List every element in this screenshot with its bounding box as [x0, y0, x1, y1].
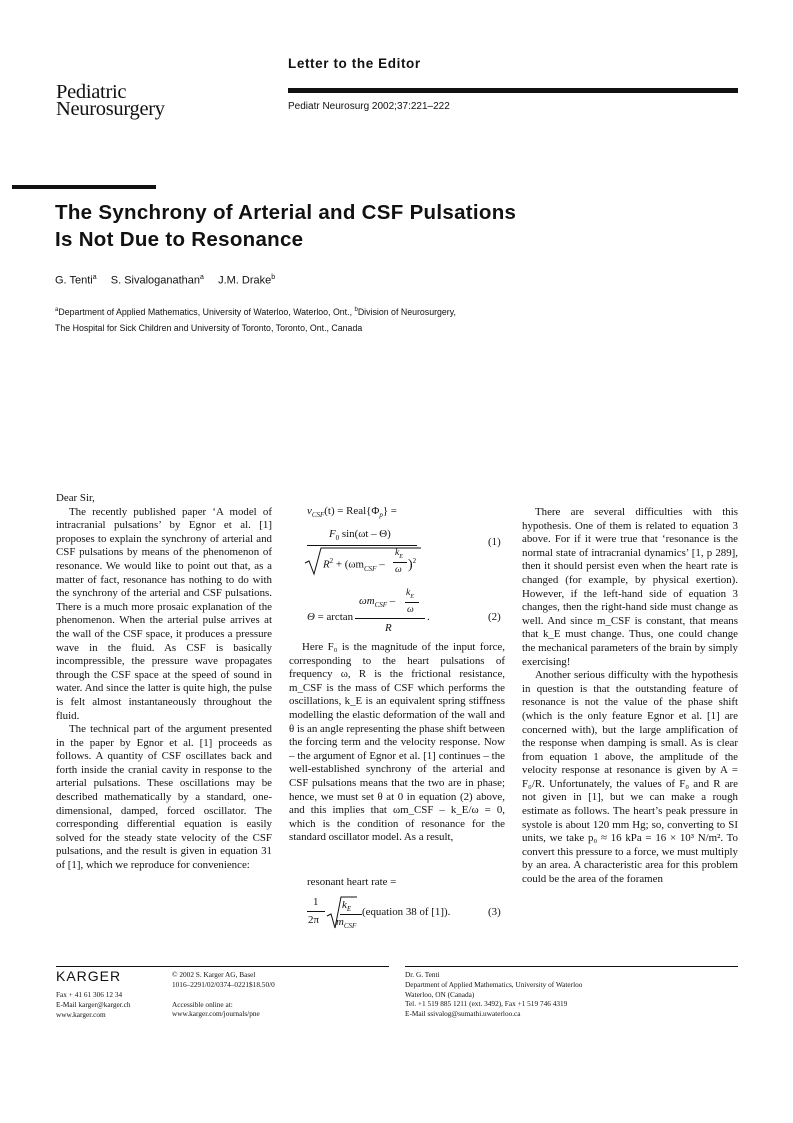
author-name: G. Tenti	[55, 274, 93, 287]
eq-text: + (ωm	[333, 558, 365, 571]
eq1-close	[408, 555, 416, 572]
journal-logo	[56, 81, 165, 120]
eq2-numerator	[359, 595, 395, 612]
eq-text: (t) = Real{Φ	[324, 505, 380, 517]
eq-sub: E	[410, 593, 414, 600]
eq-sub: p	[379, 511, 383, 520]
eq-symbol: F	[329, 528, 336, 540]
eq-sub: CSF	[374, 601, 388, 610]
equation-number: (3)	[488, 906, 501, 918]
contact-name: Dr. G. Tenti	[405, 970, 440, 979]
paragraph	[289, 641, 505, 845]
eq-symbol: R	[323, 558, 330, 571]
author-sup: a	[200, 274, 204, 281]
paragraph: The technical part of the argument presented in the paper by Egnor et al. [1] proceeds as follows. A quantity of CSF oscillates back and forth inside the cranial cavity in response to the arterial pulsations. These oscillations may be described mathematically by a standard, one-dimensional, damped, forced oscillator. The corresponding differential equation is easily solved for the steady state velocity of the CSF pulsations, and the result is given in equation 31 of [1], which we reproduce for convenience:	[56, 723, 272, 872]
eq2-inner-bar	[405, 602, 419, 603]
eq1-fraction-bar	[307, 545, 417, 546]
aff-a: Department of Applied Mathematics, University of Waterloo, Waterloo, Ont.,	[58, 306, 355, 317]
footer-rule-right	[405, 966, 738, 967]
eq-sub: 0	[335, 534, 340, 543]
equation-vcsf	[307, 505, 397, 522]
copyright: © 2002 S. Karger AG, Basel	[172, 970, 256, 979]
paragraph: There are several difficulties with this hypothesis. One of them is related to equation 3 above. For if it were true that ‘resonance is the normal state of intracranial dynamics’ [1, p 289], then it should persist even when the heart rate is changed (for example, by physical exertion). However, if the left-hand side of equation 3 changes, then the right-hand side must change as well. And since m_CSF is constant, that means that k_E must change. Thus, one could change the mechanical parameters of the brain by simply exercising!	[522, 506, 738, 668]
eq1-inner-den	[395, 564, 402, 577]
header-rule	[288, 88, 738, 93]
eq2-denominator	[385, 622, 392, 635]
affiliations	[55, 302, 456, 336]
eq2-top-frac-den	[407, 604, 414, 617]
eq-symbol: k	[395, 548, 400, 558]
publisher-logo: KARGER	[56, 968, 122, 984]
eq2-lhs: Θ = arctan	[307, 611, 354, 623]
article-title	[55, 199, 516, 253]
issn: 1016–2291/02/0374–0221$18.50/0	[172, 979, 275, 989]
eq3-inner-bar	[340, 914, 362, 915]
eq1-inner-bar	[393, 562, 407, 563]
correspondence-block	[405, 970, 582, 1019]
paragraph: Another serious difficulty with the hypothesis in question is that the outstanding feature of resonance is not the value of the phase shift (which is the only feature Egnor et al. [1] are concerned with), but the large amplification of the response when damping is small. As is clear from equation 1 above, the amplitude of the velocity response at resonance is given by A = F₀/R. Unfortunately, the values of F₀ and R are not given in [1], but we can make a rough estimate as follows. The heart’s peak pressure in systole is about 120 mm Hg; so, converting to SI units, we take p₀ ≈ 16 kPa = 16 × 10³ N/m². To convert this pressure to a force, we must multiply by an area. A characteristic area for this problem could be the area of the foramen	[522, 669, 738, 886]
contact-email: E-Mail ssivalog@sumathi.uwaterloo.ca	[405, 1009, 521, 1019]
paragraph: The recently published paper ‘A model of intracranial pulsations’ by Egnor et al. [1] proposes to explain the synchrony of arterial and CSF pulsations by means of the phenomenon of resonance. We would like to point out that, as a matter of fact, resonance has nothing to do with the synchrony of the arterial and CSF pulsations. There is a much more prosaic explanation of the phenomenon. When the arterial pulse arrives at the wall of the CSF space, it produces a pressure wave in the fluid. As CSF is basically incompressible, the pressure wave propagates through the CSF space at the speed of sound in water. And since the latter is quite high, the pulse is felt almost instantaneously throughout the fluid.	[56, 505, 272, 722]
affiliation-line1	[55, 302, 456, 320]
equation-number: (2)	[488, 611, 501, 623]
eq-text: } =	[382, 505, 397, 517]
eq-symbol: k	[342, 899, 347, 911]
eq3-bar	[307, 911, 325, 912]
journal-logo-line1: Pediatric	[56, 81, 127, 103]
eq1-denominator	[323, 555, 385, 576]
eq3-ref: (equation 38 of [1]).	[362, 906, 451, 918]
publisher-contact	[56, 990, 131, 1019]
author-list	[55, 274, 275, 287]
author-sup: a	[92, 274, 97, 281]
eq-sub: CSF	[343, 922, 357, 931]
eq-symbol: ω	[407, 605, 414, 615]
eq-sup: 2	[329, 557, 334, 565]
eq-sub: CSF	[311, 511, 325, 520]
eq-symbol: k	[406, 588, 411, 598]
online-url: www.karger.com/journals/pne	[172, 1009, 260, 1019]
eq-text: –	[387, 595, 396, 607]
aff-sup: a	[55, 307, 59, 313]
aff-sup: b	[354, 307, 358, 313]
title-rule	[12, 185, 156, 189]
eq2-end: .	[427, 611, 430, 623]
article-title-line1: The Synchrony of Arterial and CSF Pulsations	[55, 201, 517, 224]
copyright-block	[172, 970, 275, 1019]
eq3-text: resonant heart rate =	[307, 876, 397, 888]
column-3	[522, 506, 738, 887]
journal-citation: Pediatr Neurosurg 2002;37:221–222	[288, 101, 450, 112]
eq2-fraction-bar	[355, 618, 425, 619]
column-1	[56, 492, 272, 873]
eq-symbol: ω	[395, 565, 402, 575]
eq-symbol: m	[336, 916, 344, 928]
eq-text: )	[408, 557, 413, 573]
affiliation-line2: The Hospital for Sick Children and University of Toronto, Toronto, Ont., Canada	[55, 322, 363, 333]
eq-sup: 2	[412, 557, 417, 565]
eq-text: sin(ωt – Θ)	[339, 528, 391, 540]
eq3-m	[336, 916, 356, 933]
paragraph-text: Here F₀ is the magnitude of the input force, corresponding to the heart pulsations of frequency ω, R is the frictional resistance, m_CSF is the mass of CSF which performs the oscillations, k_E is an equivalent spring stiffness modelling the elastic deformation of the wall and θ is an angle representing the phase shift between the forcing term and the velocity response. Now – the argument of Egnor et al. [1] continues – the well-established synchrony of the arterial and CSF pulsations means that the two are in phase; hence, we must set θ at 0 in equation (2) above, and this implies that ωm_CSF – k_E/ω = 0, which is the condition of resonance for the standard oscillator model. As a result,	[289, 641, 505, 844]
fax: Fax + 41 61 306 12 34	[56, 990, 123, 999]
contact-tel: Tel. +1 519 885 1211 (ext. 3492), Fax +1 519 746 4319	[405, 999, 568, 1009]
author-name: S. Sivaloganathan	[110, 274, 201, 287]
footer-rule-left	[56, 966, 389, 967]
journal-logo-line2: Neurosurgery	[56, 98, 165, 120]
eq-symbol: v	[307, 505, 312, 517]
publisher-web: www.karger.com	[56, 1009, 106, 1019]
eq-sub: CSF	[364, 564, 377, 573]
eq1-numerator	[329, 528, 391, 545]
section-label: Letter to the Editor	[288, 56, 421, 71]
eq-sub: E	[399, 553, 403, 560]
article-title-line2: Is Not Due to Resonance	[55, 228, 304, 251]
eq-sub: E	[346, 905, 352, 914]
eq-symbol: R	[385, 622, 392, 634]
eq3-twopi: 2π	[308, 914, 319, 926]
author-name: J.M. Drake	[218, 274, 272, 287]
aff-b: Division of Neurosurgery,	[357, 306, 456, 317]
column-2	[289, 492, 505, 932]
eq-symbol: ωm	[359, 595, 375, 607]
publisher-email: E-Mail karger@karger.ch	[56, 999, 131, 1009]
contact-city: Waterloo, ON (Canada)	[405, 989, 475, 999]
eq3-one: 1	[313, 896, 319, 908]
author-sup: b	[271, 274, 276, 281]
salutation: Dear Sir,	[56, 492, 95, 504]
contact-dept: Department of Applied Mathematics, University of Waterloo	[405, 979, 583, 989]
online-label: Accessible online at:	[172, 999, 233, 1009]
equation-number: (1)	[488, 536, 501, 548]
eq-text: –	[376, 558, 385, 571]
